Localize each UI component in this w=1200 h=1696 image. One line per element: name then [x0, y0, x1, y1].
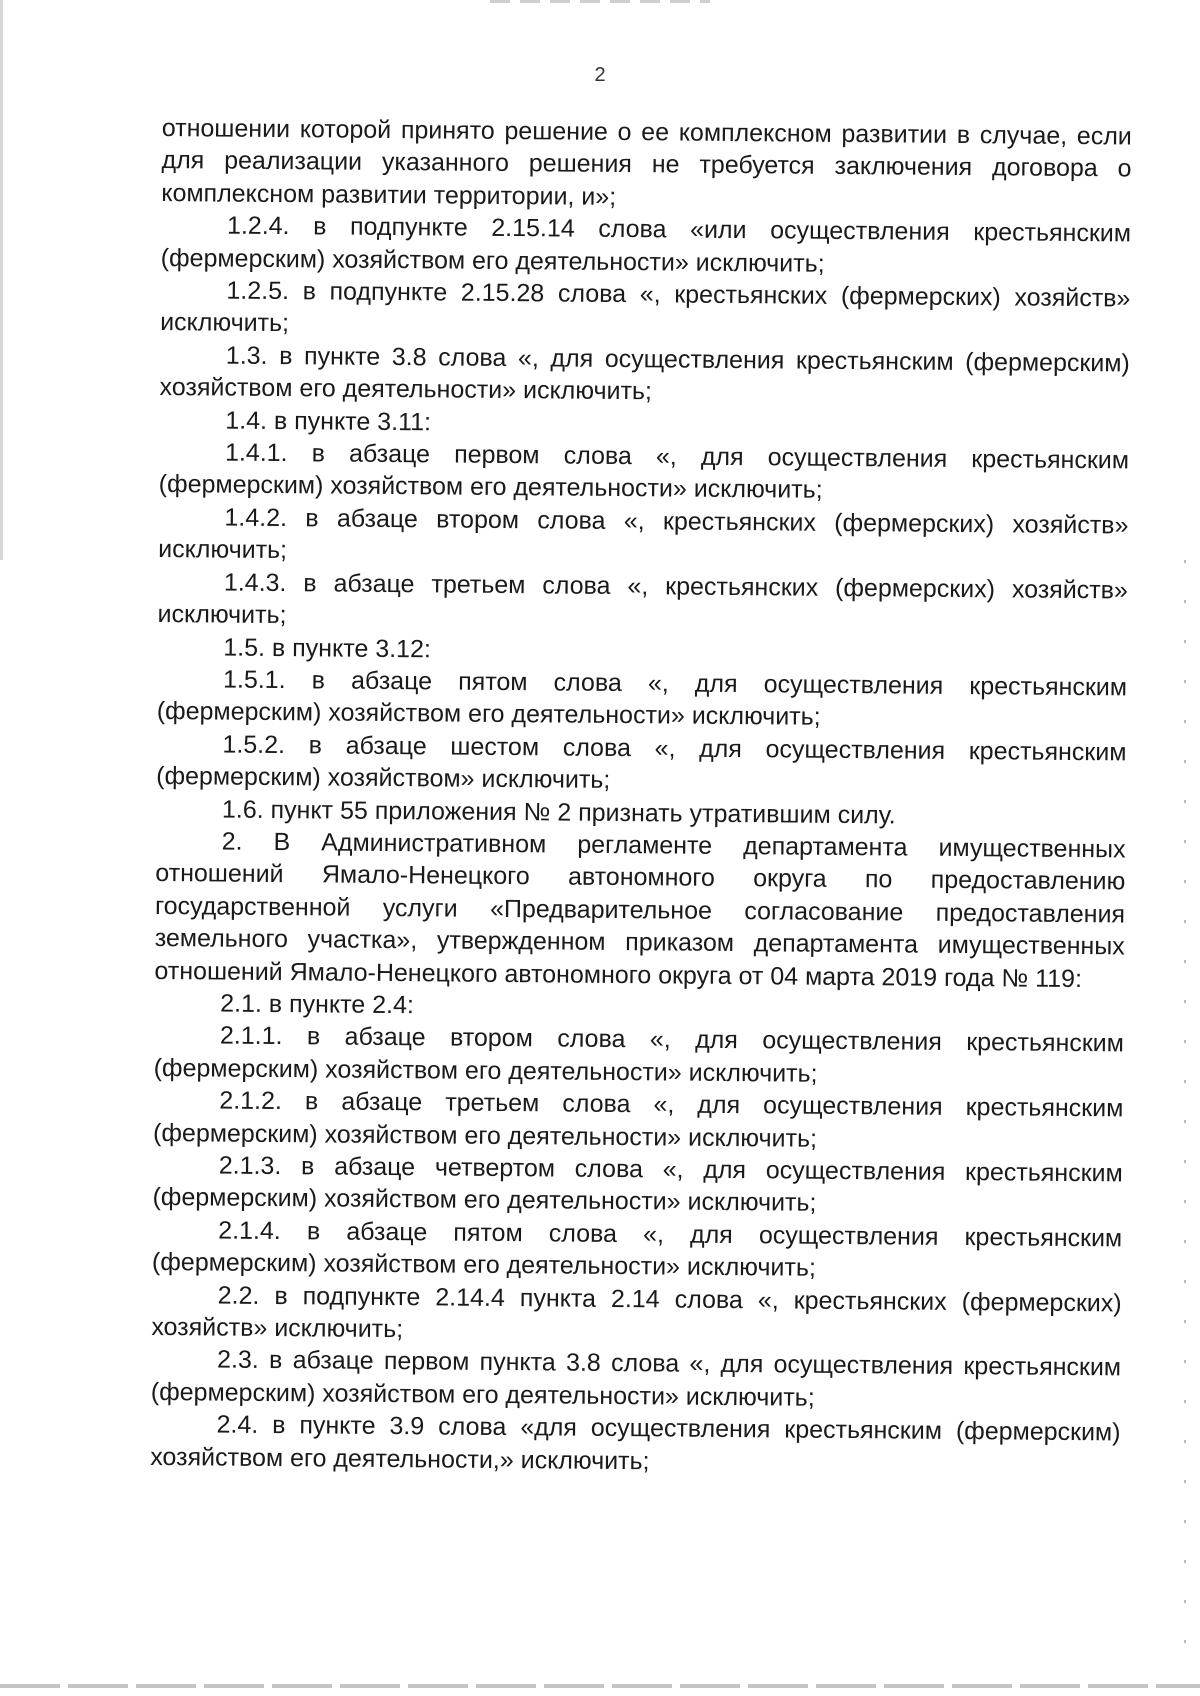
- scan-artifact-top: [490, 0, 710, 3]
- paragraph-1-4-1: 1.4.1. в абзаце первом слова «, для осуществления крестьянским (фермерским) хозяйством его деятельности» исключить;: [158, 438, 1130, 505]
- paragraph-2-1-2: 2.1.2. в абзаце третьем слова «, для осуществления крестьянским (фермерским) хозяйством его деятельности» исключить;: [152, 1086, 1124, 1153]
- paragraph-2-4: 2.4. в пункте 3.9 слова «для осуществления крестьянским (фермерским) хозяйством его деятельности,» исключить;: [150, 1410, 1121, 1475]
- paragraph-1-2-5: 1.2.5. в подпункте 2.15.28 слова «, крестьянских (фермерских) хозяйств» исключить;: [160, 276, 1131, 338]
- paragraph-1-4-3: 1.4.3. в абзаце третьем слова «, крестьянских (фермерских) хозяйств» исключить;: [157, 568, 1128, 630]
- paragraph-2-1-4: 2.1.4. в абзаце пятом слова «, для осуществления крестьянским (фермерским) хозяйством его деятельности» исключить;: [151, 1216, 1123, 1282]
- paragraph-2-1: 2.1. в пункте 2.4:: [220, 989, 414, 1020]
- paragraph-1-3: 1.3. в пункте 3.8 слова «, для осуществления крестьянским (фермерским) хозяйством его деятельности» исключить;: [159, 341, 1130, 406]
- scan-artifact-bottom: [0, 1684, 1200, 1688]
- paragraph-1-4: 1.4. в пункте 3.11:: [225, 406, 432, 437]
- paragraph-1-5-2: 1.5.2. в абзаце шестом слова «, для осуществления крестьянским (фермерским) хозяйством» исключить;: [156, 730, 1127, 795]
- paragraph-2: 2. В Административном регламенте департамента имущественных отношений Ямало-Ненецкого автономного округа по предоставлению государственной услуги «Предварительное согласование предоставления земельного участка», утвержденном приказом департамента имущественных отношений Ямало-Ненецкого автономного округа от 04 марта 2019 года № 119:: [154, 827, 1126, 993]
- paragraph-1-4-2: 1.4.2. в абзаце втором слова «, крестьянских (фермерских) хозяйств» исключить;: [158, 503, 1129, 565]
- paragraph-continuation: отношении которой принято решение о ее комплексном развитии в случае, если для реализации указанного решения не требуется заключения договора о комплексном развитии территории, и»;: [161, 113, 1132, 211]
- paragraph-1-2-4: 1.2.4. в подпункте 2.15.14 слова «или осуществления крестьянским (фермерским) хозяйством его деятельности» исключить;: [160, 211, 1132, 278]
- scan-artifact-right: [1184, 560, 1186, 1660]
- paragraph-2-1-1: 2.1.1. в абзаце втором слова «, для осуществления крестьянским (фермерским) хозяйством его деятельности» исключить;: [153, 1021, 1125, 1088]
- paragraph-1-6: 1.6. пункт 55 приложения № 2 признать утратившим силу.: [221, 795, 896, 829]
- paragraph-2-1-3: 2.1.3. в абзаце четвертом слова «, для осуществления крестьянским (фермерским) хозяйством его деятельности» исключить;: [152, 1151, 1123, 1218]
- paragraph-1-5: 1.5. в пункте 3.12:: [223, 633, 432, 663]
- document-body: [150, 112, 1132, 1481]
- paragraph-2-2: 2.2. в подпункте 2.14.4 пункта 2.14 слова «, крестьянских (фермерских) хозяйств» исключить;: [151, 1281, 1122, 1344]
- paragraph-1-5-1: 1.5.1. в абзаце пятом слова «, для осуществления крестьянским (фермерским) хозяйством его деятельности» исключить;: [156, 665, 1128, 732]
- paragraph-2-3: 2.3. в абзаце первом пункта 3.8 слова «, для осуществления крестьянским (фермерским) хозяйством его деятельности» исключить;: [150, 1345, 1122, 1412]
- page-number: 2: [594, 64, 606, 86]
